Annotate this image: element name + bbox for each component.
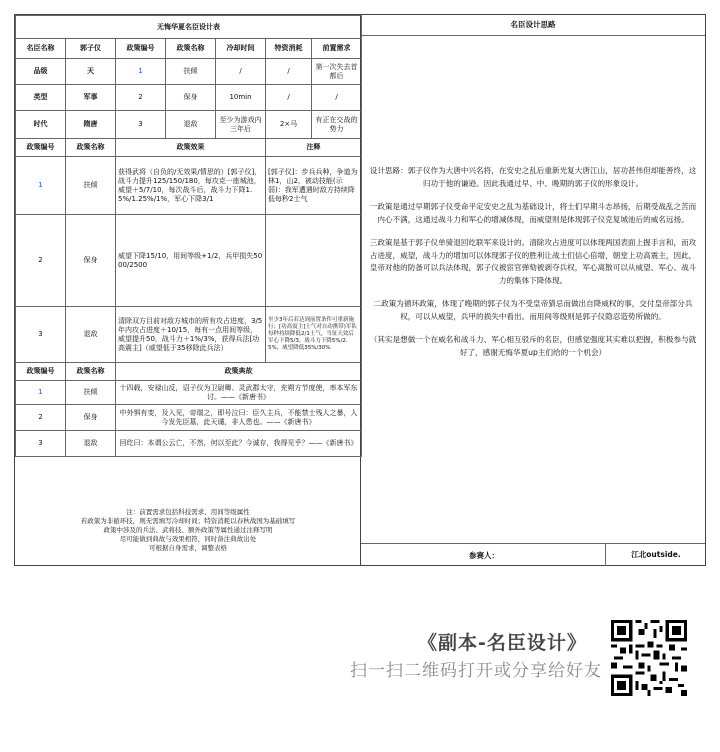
design-paragraph: 设计思路：郭子仪作为大唐中兴名将，在安史之乱后重新光复大唐江山，居功甚伟但却能善终，这归功于他的谦逊。因此我通过早、中、晚期的郭子仪的形象设计。 (369, 166, 697, 188)
info-row (16, 111, 362, 139)
effect-header: 注释 (266, 139, 362, 157)
design-idea-text (369, 165, 697, 370)
info-header: 特资消耗 (266, 39, 312, 59)
design-idea-column (361, 15, 705, 565)
resource-cost: / (266, 59, 312, 85)
effect-number: 1 (16, 157, 66, 215)
prerequisite: 有正在交战的势力 (312, 111, 362, 139)
effect-header: 政策效果 (116, 139, 266, 157)
effect-name: 退敌 (66, 307, 116, 363)
allusion-number: 3 (16, 431, 66, 457)
allusion-header: 政策名称 (66, 363, 116, 381)
allusion-number: 2 (16, 405, 66, 431)
policy-name: 扶倾 (166, 59, 216, 85)
info-value: 军事 (66, 85, 116, 111)
allusion-name: 退敌 (66, 431, 116, 457)
policy-number: 3 (116, 111, 166, 139)
allusion-text: 十四载，安禄山反，诏子仪为卫尉卿、灵武郡太守，充朔方节度使，率本军东讨。——《新唐书》 (116, 381, 362, 405)
participant-signature: 江北outside. (605, 544, 706, 566)
allusion-name: 保身 (66, 405, 116, 431)
policy-name: 保身 (166, 85, 216, 111)
design-sheet (14, 14, 706, 566)
effect-text: 获得武将（自负的/无效果/情思的）[郭子仪]，战斗力提升125/150/180，每攻克一座城池，威望＋5/7/10，每次战斗后，战斗力下降1.5%/1.25%/1%，军心下降3/1 (116, 157, 266, 215)
effect-note (266, 215, 362, 307)
note-line: 可根据自身需求，调整表格 (149, 544, 227, 552)
effect-text: 威望下降15/10，用间等级+1/2，兵甲损失5000/2500 (116, 215, 266, 307)
design-paragraph: 三政策是基于郭子仪单骑退回纥联军来设计的。清除攻占进度可以体现两国表面上握手言和，而攻占进度，威望，战斗力的增加可以体现郭子仪的胜利让战士们信心倍增，朝堂上功高震主，因此，皇帝对他的防备可以兵法体现，郭子仪被宦官弹劾被剥夺兵权，军心离散可以从威望、军心、战斗力的集体下降体现。 (369, 238, 697, 285)
info-label: 时代 (16, 111, 66, 139)
info-value: 隋唐 (66, 111, 116, 139)
policy-name: 退敌 (166, 111, 216, 139)
design-paragraph: 一政策是通过早期郭子仪受命平定安史之乱为基础设计，将士们早期斗志昂扬，后期受战乱之苦而内心不满，这通过战斗力和军心的增减体现，而威望则是体现郭子仪克复城池后的威名远扬。 (369, 202, 697, 224)
policy-number: 2 (116, 85, 166, 111)
design-paragraph: 二政策为循环政策，体现了晚期的郭子仪为不受皇帝猜忌而做出自降威权的事，交付皇帝部分兵权，可以从威望，兵甲的损失中看出。而用间等级则是郭子仪隐忍造势所做的。 (373, 299, 693, 321)
effect-number: 2 (16, 215, 66, 307)
design-paragraph: （其实是想做一个在威名和战斗力、军心相互驳斥的名臣，但感觉强度其实难以把握，积极参与就好了，感谢无悔华夏up主们给的一个机会） (369, 335, 697, 357)
cooldown: / (216, 59, 266, 85)
allusion-header: 政策典故 (116, 363, 362, 381)
prerequisite: 第一次失去首都后 (312, 59, 362, 85)
cooldown: 至少为游戏内三年后 (216, 111, 266, 139)
effect-text: 清除双方目前对敌方城市的所有攻占进度，3/5年内攻占进度＋10/15，每有一点用间等级，威望提升50，战斗力＋1%/3%，获得兵法[功高震主]（威望低于35移除此兵法） (116, 307, 266, 363)
participant-footer (361, 543, 705, 566)
left-table-column (15, 15, 361, 565)
promo-subtitle: 扫一扫二维码打开或分享给好友 (350, 661, 602, 681)
policy-number: 1 (116, 59, 166, 85)
effect-header: 政策名称 (66, 139, 116, 157)
info-header: 郭子仪 (66, 39, 116, 59)
allusion-row (16, 405, 362, 431)
info-header: 政策名称 (166, 39, 216, 59)
effect-row (16, 157, 362, 215)
info-header: 政策编号 (116, 39, 166, 59)
allusion-row (16, 381, 362, 405)
prerequisite: / (312, 85, 362, 111)
effect-row (16, 215, 362, 307)
info-header-row (16, 39, 362, 59)
info-header: 冷却时间 (216, 39, 266, 59)
qr-code-icon[interactable] (611, 620, 687, 696)
allusion-header-row (16, 363, 362, 381)
resource-cost: 2×马 (266, 111, 312, 139)
resource-cost: / (266, 85, 312, 111)
allusion-name: 扶倾 (66, 381, 116, 405)
info-header: 名臣名称 (16, 39, 66, 59)
effect-name: 保身 (66, 215, 116, 307)
right-title: 名臣设计思路 (361, 15, 705, 36)
allusion-text: 中外惧有变，及入见，帝瑞之，即号泣曰：臣久主兵，不能禁士残人之暴，人今发先臣墓，此天谴，非人患也。——《新唐书》 (116, 405, 362, 431)
note-line: 若政策为非循环技，则无需填写冷却时间；特资消耗以春秋战国为基础填写 (80, 517, 296, 525)
allusion-row (16, 431, 362, 457)
effect-note: 至少3年后若达到前置条件可重新施行；[功高震主]士气对自动携带)军队每秒持续降低2/1士气，当征天效后军心下降5/3，战斗力下降5%/2.5%，威望降低35%/30% (266, 307, 362, 363)
effect-row (16, 307, 362, 363)
note-line: 尽可能做到典故与效果相符，同时备注典故出处 (119, 535, 257, 543)
info-label: 品级 (16, 59, 66, 85)
promo-title: 《副本-名臣设计》 (418, 632, 587, 654)
effect-name: 扶倾 (66, 157, 116, 215)
note-line: 注：前置需求包括科技需求、用间等级属性 (126, 508, 250, 516)
allusion-text: 回纥曰：本谓公云亡，不然，何以至此？今诚存，我得见乎？——《新唐书》 (116, 431, 362, 457)
design-table (15, 15, 362, 457)
info-value: 天 (66, 59, 116, 85)
effect-header: 政策编号 (16, 139, 66, 157)
participant-label: 参赛人： (469, 551, 499, 560)
effect-header-row (16, 139, 362, 157)
info-row (16, 59, 362, 85)
table-notes (15, 508, 361, 553)
allusion-header: 政策编号 (16, 363, 66, 381)
info-label: 类型 (16, 85, 66, 111)
cooldown: 10min (216, 85, 266, 111)
effect-number: 3 (16, 307, 66, 363)
effect-note: [郭子仪]：步兵兵种，争道为林1，山2，被动技能(示弱)：我军遭遇时敌方持续降低每秒2士气 (266, 157, 362, 215)
allusion-number: 1 (16, 381, 66, 405)
note-line: 政策中涉及的兵法、武将技、额外政策等属性通过注释写明 (103, 526, 273, 534)
left-title: 无悔华夏名臣设计表 (16, 16, 362, 39)
info-row (16, 85, 362, 111)
info-header: 前置需求 (312, 39, 362, 59)
